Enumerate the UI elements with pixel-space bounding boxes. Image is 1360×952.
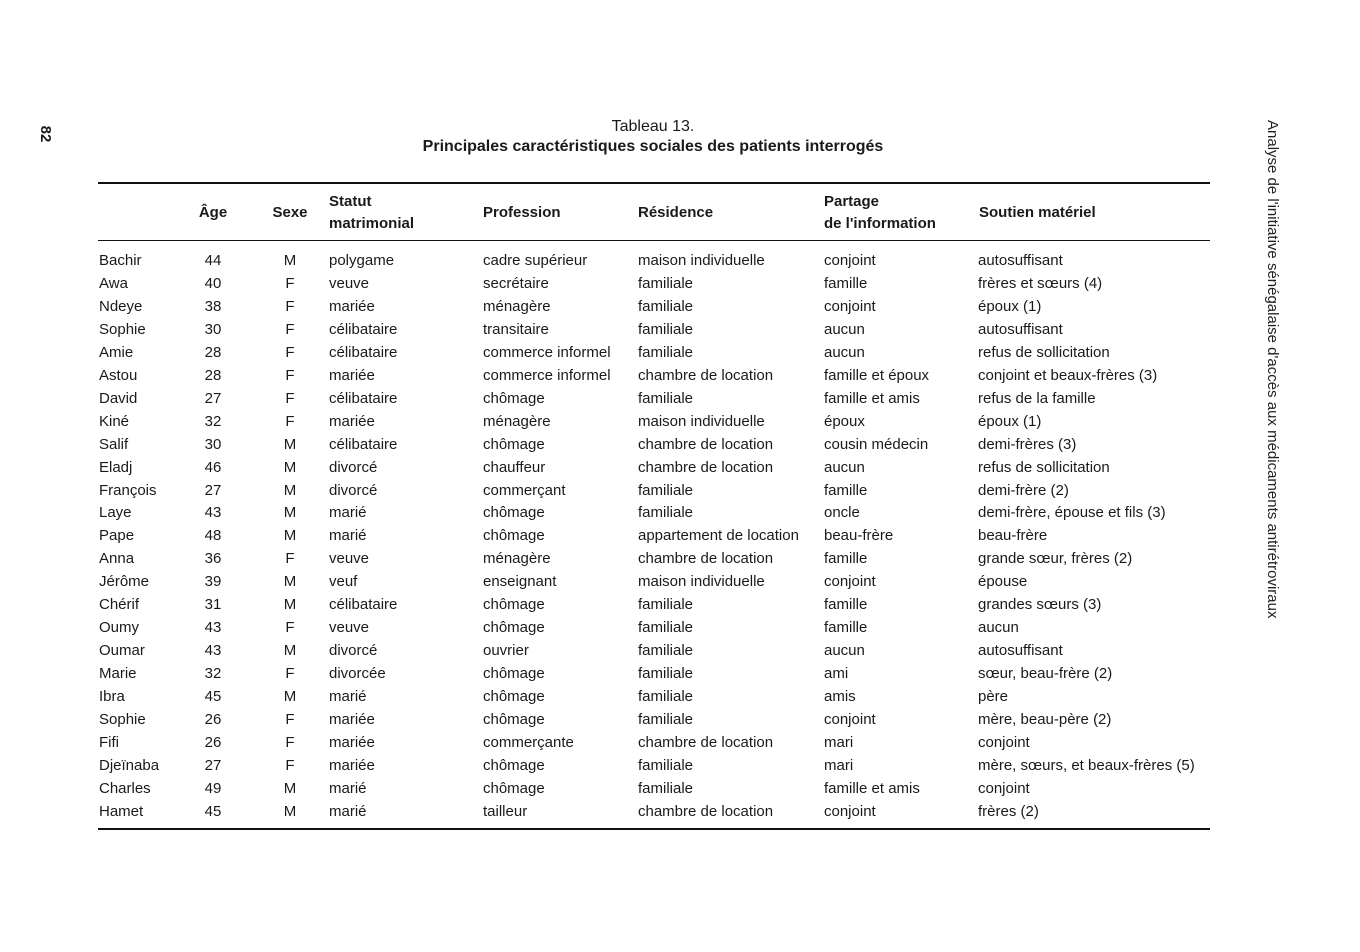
- cell-name: Kiné: [99, 412, 130, 430]
- cell-marital: célibataire: [329, 435, 398, 453]
- cell-info: conjoint: [824, 252, 876, 269]
- cell-profession: secrétaire: [483, 274, 549, 292]
- cell-age: 43: [204, 619, 222, 637]
- table-row: [0, 640, 1360, 663]
- cell-info: mari: [824, 756, 854, 774]
- header-info-line2: de l'information: [824, 215, 936, 232]
- cell-sex: F: [285, 389, 295, 407]
- cell-info: famille et amis: [824, 779, 920, 797]
- cell-residence: familiale: [638, 711, 694, 729]
- cell-residence: familiale: [638, 297, 694, 315]
- cell-name: Salif: [99, 435, 129, 453]
- cell-name: François: [99, 481, 157, 499]
- cell-sex: F: [285, 274, 295, 292]
- cell-marital: veuve: [329, 619, 370, 637]
- cell-profession: chômage: [483, 688, 545, 706]
- cell-support: grandes sœurs (3): [978, 596, 1102, 614]
- cell-residence: appartement de location: [638, 527, 799, 545]
- cell-profession: enseignant: [483, 573, 557, 591]
- cell-profession: chauffeur: [483, 458, 546, 476]
- cell-marital: célibataire: [329, 320, 398, 338]
- cell-marital: mariée: [329, 711, 375, 729]
- cell-name: Bachir: [99, 252, 142, 269]
- cell-profession: commerce informel: [483, 366, 611, 384]
- cell-profession: transitaire: [483, 320, 549, 338]
- table-row: [0, 296, 1360, 319]
- cell-sex: F: [285, 412, 295, 430]
- cell-profession: chômage: [483, 504, 545, 522]
- cell-profession: commerçante: [483, 734, 574, 752]
- cell-name: Hamet: [99, 802, 144, 820]
- cell-marital: mariée: [329, 366, 375, 384]
- cell-support: frères (2): [978, 802, 1039, 820]
- cell-support: conjoint: [978, 734, 1030, 752]
- cell-sex: F: [285, 320, 295, 338]
- table-row: [0, 319, 1360, 342]
- cell-info: famille et amis: [824, 389, 920, 407]
- cell-marital: veuf: [329, 573, 358, 591]
- table-row: [0, 250, 1360, 273]
- cell-marital: mariée: [329, 734, 375, 752]
- cell-residence: familiale: [638, 756, 694, 774]
- cell-info: époux: [824, 412, 865, 430]
- cell-age: 45: [204, 802, 222, 820]
- cell-residence: familiale: [638, 619, 694, 637]
- table-row: [0, 525, 1360, 548]
- cell-sex: F: [285, 343, 295, 361]
- cell-marital: polygame: [329, 252, 395, 269]
- cell-residence: familiale: [638, 642, 694, 660]
- cell-residence: maison individuelle: [638, 252, 765, 269]
- cell-info: aucun: [824, 343, 865, 361]
- header-sex: Sexe: [272, 204, 308, 221]
- table-row: [0, 755, 1360, 778]
- cell-name: Awa: [99, 274, 128, 292]
- cell-sex: F: [285, 619, 295, 637]
- cell-sex: F: [285, 734, 295, 752]
- cell-support: conjoint: [978, 779, 1030, 797]
- cell-info: amis: [824, 688, 856, 706]
- cell-residence: familiale: [638, 389, 694, 407]
- cell-marital: veuve: [329, 550, 370, 568]
- cell-residence: familiale: [638, 274, 694, 292]
- cell-info: famille: [824, 481, 868, 499]
- cell-age: 39: [204, 573, 222, 591]
- cell-profession: ménagère: [483, 297, 551, 315]
- cell-age: 48: [204, 527, 222, 545]
- table-row: [0, 480, 1360, 503]
- cell-residence: chambre de location: [638, 734, 774, 752]
- cell-name: Charles: [99, 779, 151, 797]
- cell-support: autosuffisant: [978, 320, 1063, 338]
- cell-info: mari: [824, 734, 854, 752]
- cell-residence: chambre de location: [638, 366, 774, 384]
- cell-profession: chômage: [483, 596, 545, 614]
- table-row: [0, 342, 1360, 365]
- cell-info: cousin médecin: [824, 435, 929, 453]
- cell-age: 43: [204, 504, 222, 522]
- cell-support: autosuffisant: [978, 252, 1063, 269]
- table-row: [0, 434, 1360, 457]
- cell-marital: marié: [329, 802, 367, 820]
- cell-age: 27: [204, 756, 222, 774]
- cell-support: aucun: [978, 619, 1019, 637]
- cell-marital: marié: [329, 688, 367, 706]
- cell-profession: ouvrier: [483, 642, 529, 660]
- cell-marital: divorcée: [329, 665, 386, 683]
- table-row: [0, 571, 1360, 594]
- cell-support: grande sœur, frères (2): [978, 550, 1133, 568]
- cell-profession: chômage: [483, 665, 545, 683]
- header-marital-line1: Statut: [329, 193, 372, 210]
- cell-sex: F: [285, 711, 295, 729]
- cell-sex: M: [283, 688, 297, 706]
- cell-info: famille: [824, 596, 868, 614]
- cell-info: famille: [824, 619, 868, 637]
- cell-name: David: [99, 389, 138, 407]
- cell-age: 27: [204, 389, 222, 407]
- cell-age: 32: [204, 665, 222, 683]
- cell-name: Oumar: [99, 642, 145, 660]
- header-information-sharing: [824, 188, 974, 238]
- cell-name: Fifi: [99, 734, 119, 752]
- header-residence: Résidence: [638, 204, 714, 221]
- cell-info: famille et époux: [824, 366, 930, 384]
- cell-age: 27: [204, 481, 222, 499]
- cell-name: Amie: [99, 343, 134, 361]
- cell-profession: chômage: [483, 527, 545, 545]
- cell-marital: divorcé: [329, 458, 378, 476]
- table-bottom-rule: [98, 828, 1210, 830]
- page-number: 82: [37, 125, 54, 143]
- header-profession: Profession: [483, 204, 561, 221]
- cell-age: 45: [204, 688, 222, 706]
- cell-profession: tailleur: [483, 802, 528, 820]
- cell-support: frères et sœurs (4): [978, 274, 1103, 292]
- cell-support: conjoint et beaux-frères (3): [978, 366, 1158, 384]
- cell-marital: veuve: [329, 274, 370, 292]
- table-row: [0, 388, 1360, 411]
- cell-residence: chambre de location: [638, 435, 774, 453]
- header-material-support: Soutien matériel: [979, 204, 1096, 221]
- table-row: [0, 457, 1360, 480]
- cell-name: Sophie: [99, 320, 146, 338]
- cell-info: aucun: [824, 642, 865, 660]
- cell-marital: mariée: [329, 756, 375, 774]
- cell-support: demi-frère, épouse et fils (3): [978, 504, 1166, 522]
- cell-name: Chérif: [99, 596, 140, 614]
- table-title: Principales caractéristiques sociales des patients interrogés: [422, 138, 884, 155]
- cell-residence: familiale: [638, 688, 694, 706]
- cell-support: demi-frère (2): [978, 481, 1069, 499]
- cell-residence: chambre de location: [638, 458, 774, 476]
- cell-marital: marié: [329, 504, 367, 522]
- cell-info: conjoint: [824, 573, 876, 591]
- cell-sex: M: [283, 504, 297, 522]
- cell-info: beau-frère: [824, 527, 894, 545]
- table-row: [0, 411, 1360, 434]
- cell-profession: commerce informel: [483, 343, 611, 361]
- running-head: Analyse de l'initiative sénégalaise d'accès aux médicaments antirétroviraux: [1264, 120, 1281, 619]
- cell-residence: familiale: [638, 596, 694, 614]
- cell-profession: chômage: [483, 756, 545, 774]
- cell-support: père: [978, 688, 1009, 706]
- cell-sex: M: [283, 527, 297, 545]
- cell-sex: M: [283, 481, 297, 499]
- cell-age: 30: [204, 320, 222, 338]
- cell-residence: maison individuelle: [638, 573, 765, 591]
- cell-residence: familiale: [638, 779, 694, 797]
- table-row: [0, 617, 1360, 640]
- cell-profession: ménagère: [483, 412, 551, 430]
- cell-support: autosuffisant: [978, 642, 1063, 660]
- cell-support: demi-frères (3): [978, 435, 1077, 453]
- cell-support: époux (1): [978, 297, 1042, 315]
- cell-sex: M: [283, 802, 297, 820]
- cell-age: 44: [204, 252, 222, 269]
- table-row: [0, 709, 1360, 732]
- cell-name: Oumy: [99, 619, 140, 637]
- cell-age: 40: [204, 274, 222, 292]
- cell-age: 43: [204, 642, 222, 660]
- cell-age: 28: [204, 366, 222, 384]
- cell-profession: commerçant: [483, 481, 566, 499]
- cell-residence: chambre de location: [638, 802, 774, 820]
- cell-info: famille: [824, 274, 868, 292]
- header-age: Âge: [198, 204, 228, 221]
- cell-age: 30: [204, 435, 222, 453]
- cell-name: Laye: [99, 504, 132, 522]
- cell-marital: mariée: [329, 412, 375, 430]
- cell-marital: divorcé: [329, 481, 378, 499]
- cell-info: conjoint: [824, 711, 876, 729]
- cell-name: Djeïnaba: [99, 756, 160, 774]
- cell-sex: M: [283, 573, 297, 591]
- cell-profession: chômage: [483, 779, 545, 797]
- cell-name: Sophie: [99, 711, 146, 729]
- cell-profession: chômage: [483, 619, 545, 637]
- cell-age: 36: [204, 550, 222, 568]
- cell-info: famille: [824, 550, 868, 568]
- table-label: Tableau 13.: [611, 118, 695, 135]
- cell-support: beau-frère: [978, 527, 1048, 545]
- table-header-rule: [98, 240, 1210, 241]
- table-top-rule: [98, 182, 1210, 184]
- header-info-line1: Partage: [824, 193, 880, 210]
- cell-profession: chômage: [483, 711, 545, 729]
- cell-profession: cadre supérieur: [483, 252, 588, 269]
- cell-sex: M: [283, 252, 297, 269]
- cell-sex: M: [283, 779, 297, 797]
- cell-support: sœur, beau-frère (2): [978, 665, 1113, 683]
- cell-profession: ménagère: [483, 550, 551, 568]
- header-marital-status: [329, 188, 469, 238]
- cell-age: 31: [204, 596, 222, 614]
- cell-sex: F: [285, 366, 295, 384]
- header-marital-line2: matrimonial: [329, 215, 415, 232]
- cell-name: Marie: [99, 665, 137, 683]
- table-row: [0, 686, 1360, 709]
- cell-support: refus de sollicitation: [978, 343, 1110, 361]
- cell-info: aucun: [824, 320, 865, 338]
- cell-info: ami: [824, 665, 849, 683]
- cell-info: conjoint: [824, 802, 876, 820]
- cell-support: mère, sœurs, et beaux-frères (5): [978, 756, 1195, 774]
- cell-residence: familiale: [638, 665, 694, 683]
- cell-info: conjoint: [824, 297, 876, 315]
- cell-name: Astou: [99, 366, 138, 384]
- cell-marital: marié: [329, 779, 367, 797]
- cell-sex: F: [285, 756, 295, 774]
- cell-age: 46: [204, 458, 222, 476]
- cell-support: mère, beau-père (2): [978, 711, 1112, 729]
- cell-sex: M: [283, 458, 297, 476]
- cell-residence: familiale: [638, 343, 694, 361]
- cell-info: aucun: [824, 458, 865, 476]
- cell-sex: F: [285, 665, 295, 683]
- cell-sex: F: [285, 297, 295, 315]
- cell-sex: M: [283, 596, 297, 614]
- table-row: [0, 594, 1360, 617]
- cell-age: 38: [204, 297, 222, 315]
- cell-name: Anna: [99, 550, 135, 568]
- cell-info: oncle: [824, 504, 860, 522]
- table-row: [0, 801, 1360, 824]
- cell-residence: chambre de location: [638, 550, 774, 568]
- cell-name: Pape: [99, 527, 135, 545]
- cell-sex: F: [285, 550, 295, 568]
- cell-residence: maison individuelle: [638, 412, 765, 430]
- cell-marital: célibataire: [329, 343, 398, 361]
- cell-profession: chômage: [483, 389, 545, 407]
- cell-age: 32: [204, 412, 222, 430]
- cell-marital: célibataire: [329, 596, 398, 614]
- cell-age: 49: [204, 779, 222, 797]
- table-row: [0, 663, 1360, 686]
- cell-marital: célibataire: [329, 389, 398, 407]
- cell-sex: M: [283, 642, 297, 660]
- table-body: [0, 250, 1360, 824]
- table-row: [0, 273, 1360, 296]
- cell-name: Jérôme: [99, 573, 150, 591]
- table-row: [0, 502, 1360, 525]
- cell-support: épouse: [978, 573, 1028, 591]
- cell-support: refus de la famille: [978, 389, 1096, 407]
- cell-support: refus de sollicitation: [978, 458, 1110, 476]
- table-row: [0, 548, 1360, 571]
- table-row: [0, 365, 1360, 388]
- cell-support: époux (1): [978, 412, 1042, 430]
- cell-name: Ibra: [99, 688, 125, 706]
- cell-age: 28: [204, 343, 222, 361]
- cell-marital: divorcé: [329, 642, 378, 660]
- cell-name: Ndeye: [99, 297, 143, 315]
- table-row: [0, 732, 1360, 755]
- cell-age: 26: [204, 734, 222, 752]
- cell-age: 26: [204, 711, 222, 729]
- cell-name: Eladj: [99, 458, 133, 476]
- cell-residence: familiale: [638, 320, 694, 338]
- table-row: [0, 778, 1360, 801]
- cell-profession: chômage: [483, 435, 545, 453]
- cell-marital: marié: [329, 527, 367, 545]
- cell-marital: mariée: [329, 297, 375, 315]
- cell-residence: familiale: [638, 481, 694, 499]
- cell-residence: familiale: [638, 504, 694, 522]
- cell-sex: M: [283, 435, 297, 453]
